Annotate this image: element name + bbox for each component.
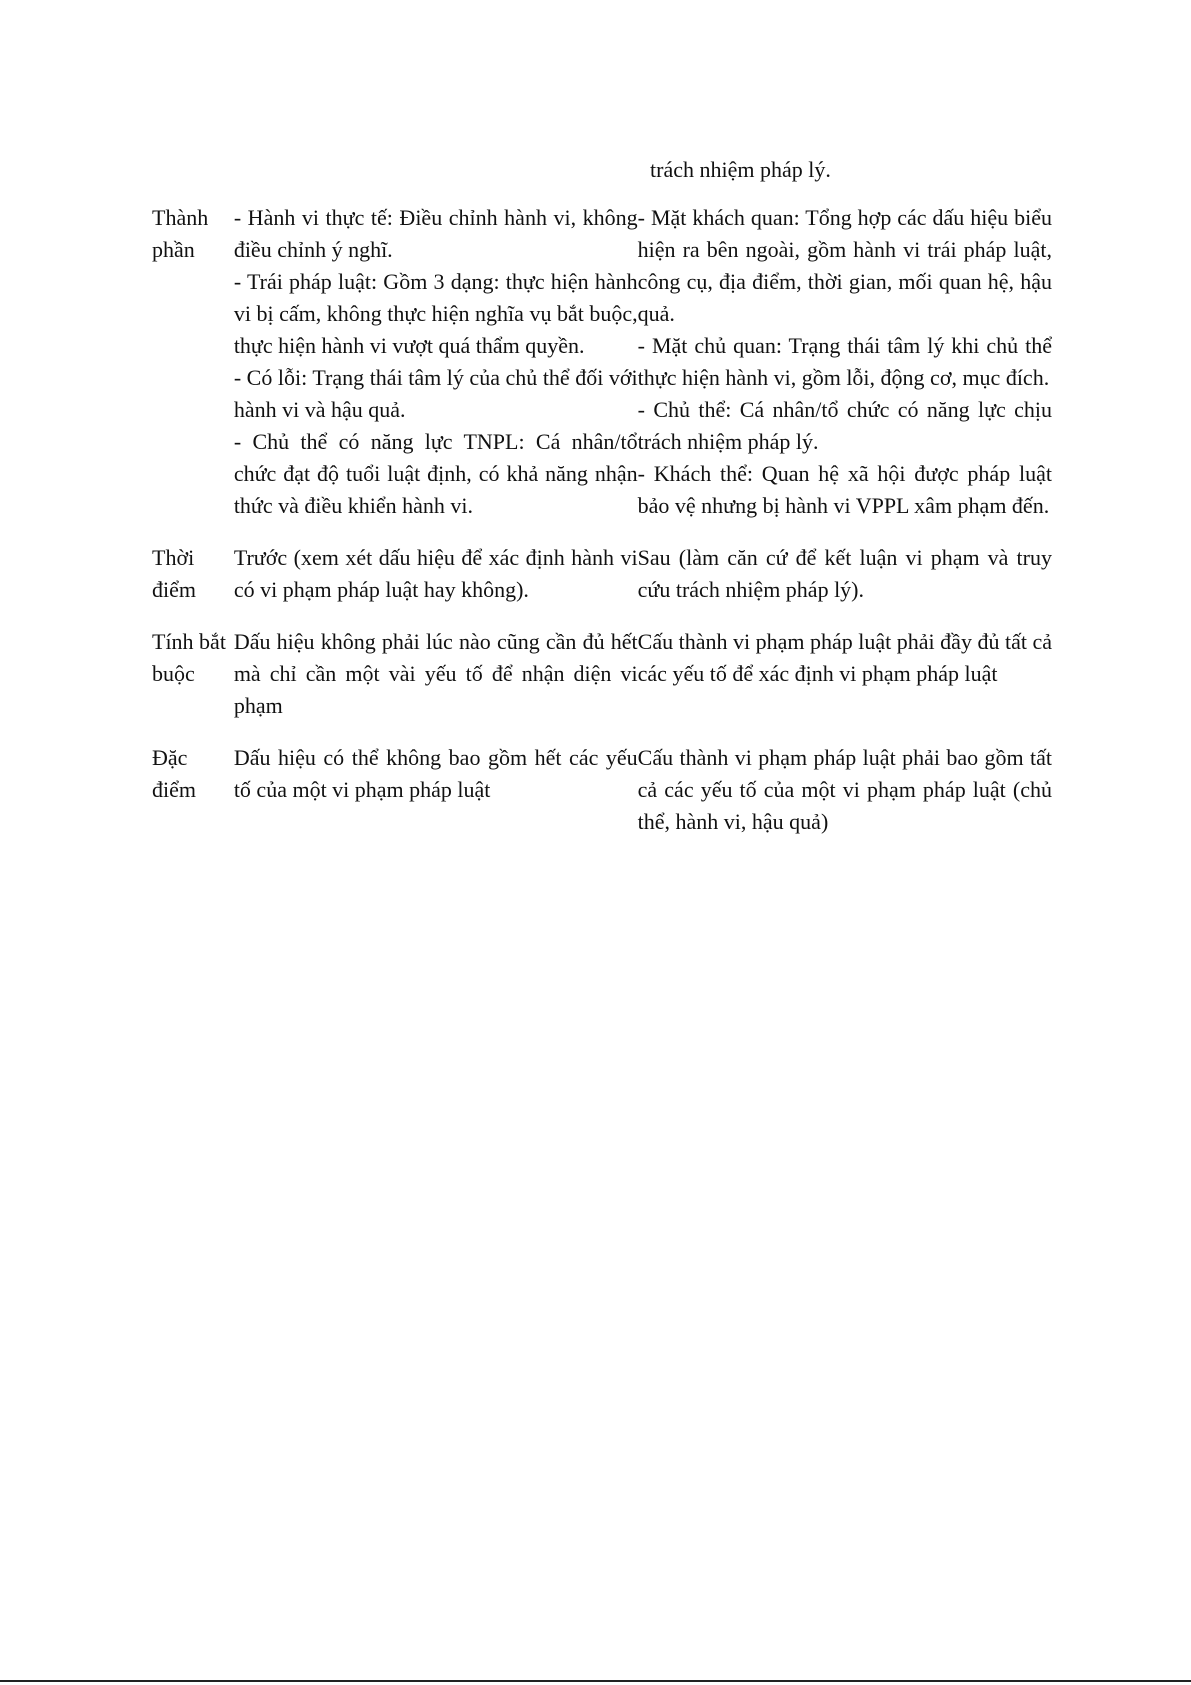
table-row: [152, 626, 1052, 742]
sign-item: - Chủ thể có năng lực TNPL: Cá nhân/tổ chức đạt độ tuổi luật định, có khả năng nhận thức và điều khiển hành vi.: [233, 429, 638, 518]
row-label: Tính bắt buộc: [152, 629, 226, 686]
row-label: Thời điểm: [152, 545, 196, 602]
structure-item: - Khách thể: Quan hệ xã hội được pháp luật bảo vệ nhưng bị hành vi VPPL xâm phạm đến.: [637, 461, 1052, 518]
sign-cell: Dấu hiệu có thể không bao gồm hết các yếu tố của một vi phạm pháp luật: [233, 745, 638, 802]
structure-cell: Cấu thành vi phạm pháp luật phải bao gồm tất cả các yếu tố của một vi phạm pháp luật (chủ thể, hành vi, hậu quả): [637, 745, 1052, 834]
sign-cell: Trước (xem xét dấu hiệu để xác định hành vi có vi phạm pháp luật hay không).: [233, 545, 638, 602]
sign-item: - Hành vi thực tế: Điều chỉnh hành vi, không điều chỉnh ý nghĩ.: [233, 205, 638, 262]
sign-item: - Trái pháp luật: Gồm 3 dạng: thực hiện hành vi bị cấm, không thực hiện nghĩa vụ bắt buộc, thực hiện hành vi vượt quá thẩm quyền.: [233, 269, 638, 358]
sign-cell: Dấu hiệu không phải lúc nào cũng cần đủ hết mà chỉ cần một vài yếu tố để nhận diện vi phạm: [233, 629, 638, 718]
sign-item: - Có lỗi: Trạng thái tâm lý của chủ thể đối với hành vi và hậu quả.: [233, 365, 638, 422]
structure-cell: Sau (làm căn cứ để kết luận vi phạm và truy cứu trách nhiệm pháp lý).: [637, 545, 1052, 602]
row-label: Thành phần: [152, 205, 209, 262]
structure-cell: [638, 202, 1052, 542]
sign-cell: [234, 202, 638, 542]
table-row: [152, 542, 1052, 626]
continuation-text: trách nhiệm pháp lý.: [650, 157, 831, 182]
table-row: [152, 202, 1052, 542]
row-label: Đặc điểm: [152, 745, 196, 802]
structure-item: - Chủ thể: Cá nhân/tổ chức có năng lực chịu trách nhiệm pháp lý.: [637, 397, 1052, 454]
comparison-table: [152, 202, 1052, 858]
table-row: [152, 742, 1052, 858]
page-bottom-rule: [0, 1680, 1191, 1682]
structure-item: - Mặt khách quan: Tổng hợp các dấu hiệu biểu hiện ra bên ngoài, gồm hành vi trái pháp luật, công cụ, địa điểm, thời gian, mối quan hệ, hậu quả.: [637, 205, 1052, 326]
structure-item: - Mặt chủ quan: Trạng thái tâm lý khi chủ thể thực hiện hành vi, gồm lỗi, động cơ, mục đích.: [637, 333, 1052, 390]
structure-cell: Cấu thành vi phạm pháp luật phải đầy đủ tất cả các yếu tố để xác định vi phạm pháp luật: [637, 629, 1052, 686]
